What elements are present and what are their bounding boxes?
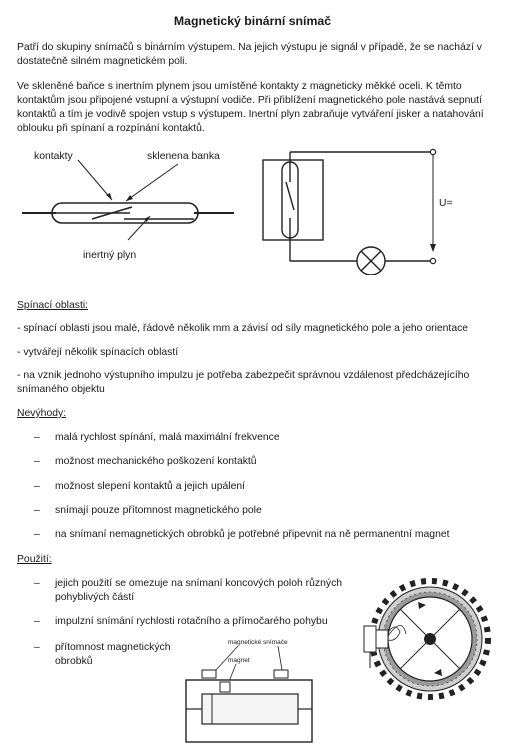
label-magnetic-sensors: magnetické snímače xyxy=(228,639,288,646)
disadvantage-item-5: na snímaní nemagnetických obrobků je potřebné připevnit na ně permanentní magnet xyxy=(55,529,450,540)
disadvantage-dash-2: – xyxy=(34,456,40,467)
switching-item-3: - na vznik jednoho výstupního impulzu je potřeba zabezpečit správnou vzdálenost předcházejícího snímaného objektu xyxy=(17,370,470,395)
switching-item-1: - spínací oblasti jsou malé, řádově několik mm a závisí od síly magnetického pole a jeho orientace xyxy=(17,323,469,334)
intro-paragraph-2: Ve skleněné baňce s inertním plynem jsou umístěné kontakty z magneticky měkké oceli. K těmto kontaktům jsou připojené vstupní a výstupní vodiče. Při přiblížení magnetického pole nastává sepnutí kontaktů a tím je vodivě spojen vstup s výstupem. Inertní plyn zabraňuje vytváření jisker a natahování oblouku při spínaní a rozpínání kontaktů. xyxy=(17,81,484,134)
label-contacts: kontakty xyxy=(34,151,73,162)
usage-dash-2: – xyxy=(34,616,40,627)
usage-item-1: jejich použití se omezuje na snímaní koncových poloh různých pohyblivých částí xyxy=(55,578,343,603)
disadvantage-dash-5: – xyxy=(34,529,40,540)
usage-item-3: přítomnost magnetických obrobků xyxy=(55,642,171,667)
switching-item-2: - vytvářejí několik spínacích oblastí xyxy=(17,347,179,358)
rotation-sensing-figure xyxy=(350,572,500,712)
disadvantage-dash-1: – xyxy=(34,432,40,443)
disadvantage-item-3: možnost slepení kontaktů a jejich upálení xyxy=(55,481,246,492)
label-magnet: magnet xyxy=(228,657,250,664)
switching-heading: Spínací oblasti: xyxy=(17,300,89,311)
usage-heading: Použití: xyxy=(17,554,52,565)
intro-paragraph-1: Patří do skupiny snímačů s binárním výstupem. Na jejich výstupu je signál v případě, že se nachází v dostatečně silném magnetickém poli. xyxy=(17,42,482,67)
label-voltage: U= xyxy=(439,198,453,209)
disadvantage-item-2: možnost mechanického poškození kontaktů xyxy=(55,456,257,467)
page-title: Magnetický binární snímač xyxy=(173,14,332,28)
disadvantages-heading: Nevýhody: xyxy=(17,408,67,419)
label-glass-bulb: sklenena banka xyxy=(147,151,220,162)
circuit-diagram xyxy=(255,140,455,275)
disadvantage-item-4: snímají pouze přítomnost magnetického pole xyxy=(55,505,262,516)
label-inert-gas: inertný plyn xyxy=(83,250,137,261)
disadvantage-dash-4: – xyxy=(34,505,40,516)
usage-dash-1: – xyxy=(34,578,40,589)
usage-item-2: impulzní snímání rychlosti rotačního a přímočarého pohybu xyxy=(55,616,328,627)
usage-dash-3: – xyxy=(34,642,40,653)
linear-sensing-figure xyxy=(182,632,322,752)
reed-switch-diagram xyxy=(18,140,240,270)
disadvantage-item-1: malá rychlost spínání, malá maximální frekvence xyxy=(55,432,280,443)
disadvantage-dash-3: – xyxy=(34,481,40,492)
